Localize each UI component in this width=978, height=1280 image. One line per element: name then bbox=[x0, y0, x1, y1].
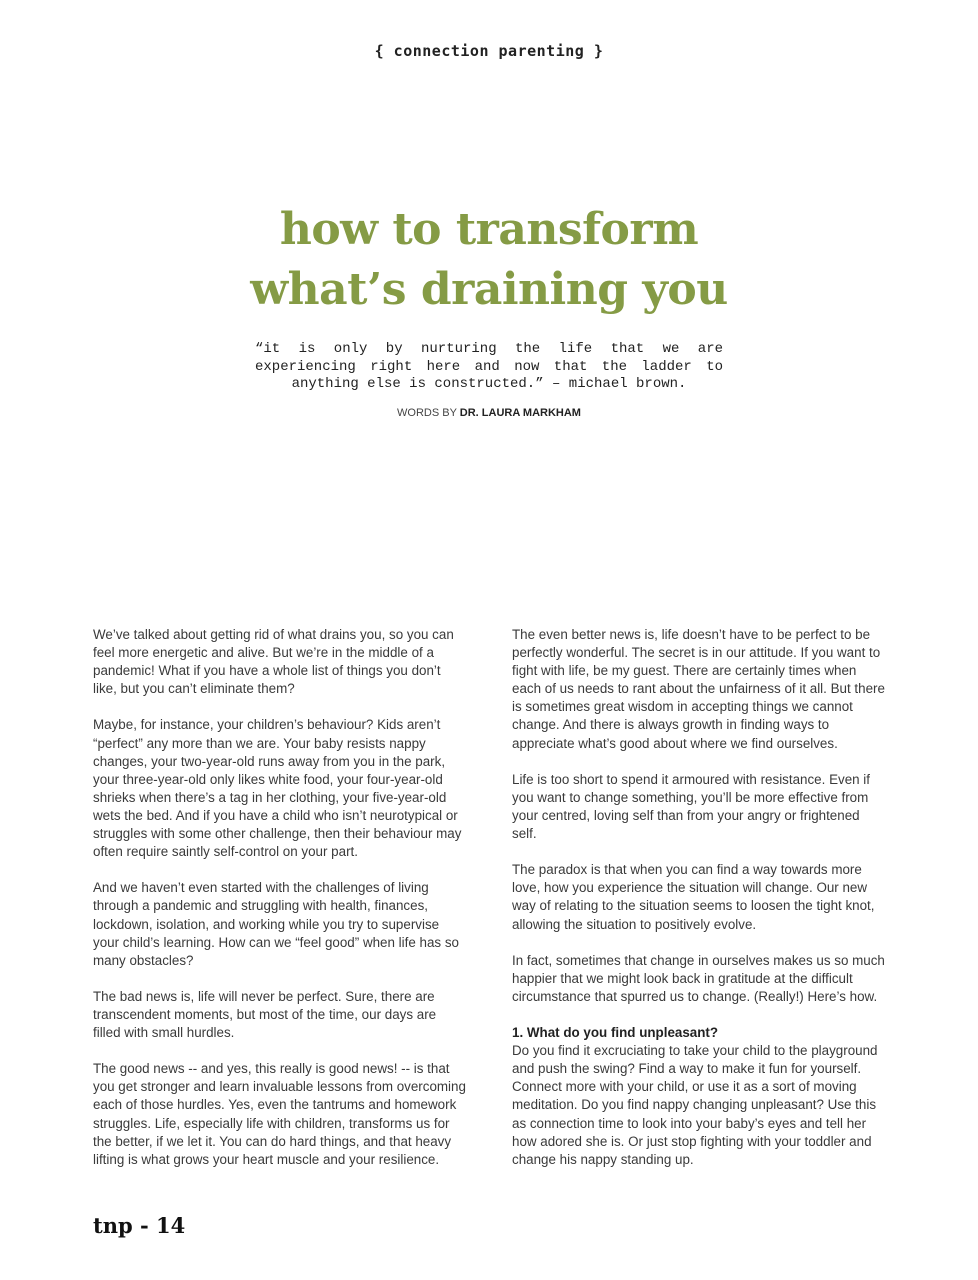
paragraph: The paradox is that when you can find a way towards more love, how you experience the situation will change. Our new way of relating to the situation seems to loosen the tight knot, allowing the situation to positively evolve. bbox=[512, 862, 875, 932]
article-title bbox=[0, 200, 978, 320]
paragraph: We’ve talked about getting rid of what drains you, so you can feel more energetic and alive. But we’re in the middle of a pandemic! What if you have a whole list of things you don’t like, but you can’t eliminate them? bbox=[93, 627, 454, 697]
paragraph: The bad news is, life will never be perfect. Sure, there are transcendent moments, but most of the time, our days are filled with small hurdles. bbox=[93, 988, 437, 1041]
paragraph: The good news -- and yes, this really is good news! -- is that you get stronger and learn invaluable lessons from overcoming each of those hurdles. Yes, even the tantrums and homework struggles. Life, especially life with children, transforms us for the better, if we let it. You can do hard things, and that heavy lifting is what grows your heart muscle and your resilience. bbox=[93, 1061, 466, 1167]
section-tag: { connection parenting } bbox=[374, 42, 604, 60]
paragraph: In fact, sometimes that change in ourselves makes us so much happier that we might look back in gratitude at the difficult circumstance that spurred us to change. (Really!) Here’s how. bbox=[512, 952, 885, 1004]
subsection-body: Do you find it excruciating to take your child to the playground and push the swing? Find a way to make it fun for yourself. Connect more with your child, or use it as a sort of moving meditation. Do you find nappy changing unpleasant? Use this as connection time to look into your baby’s eyes and tell her how adored she is. Or just stop fighting with your toddler and change his nappy standing up. bbox=[512, 1043, 878, 1167]
title-line-2: what’s draining you bbox=[250, 264, 728, 315]
right-column bbox=[512, 626, 886, 1187]
paragraph: And we haven’t even started with the challenges of living through a pandemic and struggling with health, finances, lockdown, isolation, and working while you try to supervise your child’s learning. How can we “feel good” when life has so many obstacles? bbox=[93, 880, 459, 968]
subsection-heading: 1. What do you find unpleasant? bbox=[512, 1025, 719, 1041]
paragraph: Life is too short to spend it armoured with resistance. Even if you want to change something, you’ll be more effective from your centred, loving self than from your angry or frightened self. bbox=[512, 771, 871, 842]
paragraph: The even better news is, life doesn’t have to be perfect to be perfectly wonderful. The secret is in our attitude. If you want to fight with life, be my guest. There are certainly times when each of us needs to rant about the unfairness of it all. But there is sometimes great wisdom in accepting things we cannot change. And there is always growth in finding ways to appreciate what’s good about where we find ourselves. bbox=[512, 627, 885, 751]
pull-quote: “it is only by nurturing the life that we are experiencing right here and now that the ladder to anything else is constructed.” – michael brown. bbox=[255, 341, 723, 392]
byline bbox=[0, 407, 978, 419]
title-line-1: how to transform bbox=[279, 204, 699, 255]
page-folio: tnp - 14 bbox=[93, 1213, 186, 1238]
byline-author: DR. LAURA MARKHAM bbox=[459, 407, 581, 419]
byline-prefix: WORDS BY bbox=[397, 407, 457, 419]
paragraph: Maybe, for instance, your children’s behaviour? Kids aren’t “perfect” any more than we are. Your baby resists nappy changes, your two-year-old runs away from you in the park, your three-year-old only likes white food, your four-year-old shrieks when there’s a tag in her clothing, your five-year-old wets the bed. And if you have a child who isn’t neurotypical or struggles with some other challenge, then their behaviour may often require saintly self-control on your part. bbox=[93, 717, 462, 860]
left-column bbox=[93, 626, 467, 1187]
